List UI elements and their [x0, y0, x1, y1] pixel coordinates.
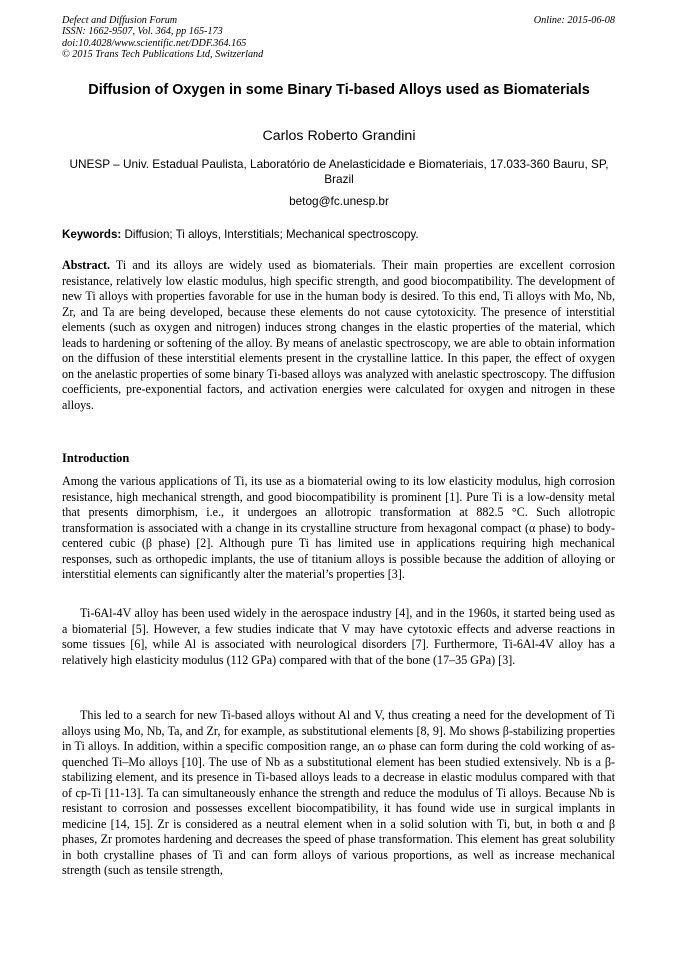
- keywords-label: Keywords:: [62, 228, 122, 241]
- abstract-label: Abstract.: [62, 258, 111, 272]
- section-heading-introduction: Introduction: [62, 451, 130, 465]
- abstract: [62, 258, 615, 413]
- author-name: Carlos Roberto Grandini: [262, 128, 416, 144]
- journal-name: Defect and Diffusion Forum: [62, 15, 178, 26]
- abstract-text: Ti and its alloys are widely used as biomaterials. Their main properties are excellent corrosion resistance, relatively low elastic modulus, high specific strength, and good biocompatibility. The development of new Ti alloys with properties favorable for use in the human body is desired. To this end, Ti alloys with Mo, Nb, Zr, and Ta are being developed, because these elements do not cause cytotoxicity. The presence of interstitial elements (such as oxygen and nitrogen) induces strong changes in the elastic properties of the material, which leads to hardening or softening of the alloy. By means of anelastic spectroscopy, we are able to obtain information on the diffusion of these interstitial elements present in the crystalline lattice. In this paper, the effect of oxygen on the anelastic properties of some binary Ti-based alloys was analyzed with anelastic spectroscopy. The diffusion coefficients, pre-exponential factors, and activation energies were calculated for oxygen and nitrogen in these alloys.: [62, 258, 615, 412]
- copyright-line: © 2015 Trans Tech Publications Ltd, Switzerland: [62, 49, 264, 61]
- author-email: betog@fc.unesp.br: [289, 194, 389, 208]
- intro-paragraph-3: This led to a search for new Ti-based alloys without Al and V, thus creating a need for the development of Ti alloys using Mo, Nb, Ta, and Zr, for example, as substitutional elements [8, 9]. Mo shows β-stabilizing properties in Ti alloys. In addition, within a specific composition range, an ω phase can form during the cold working of as-quenched Ti–Mo alloys [10]. The use of Nb as a substitutional element has been studied extensively. Nb is a β-stabilizing element, and its presence in Ti-based alloys leads to a decrease in elastic modulus compared with that of cp-Ti [11-13]. Ta can simultaneously enhance the strength and reduce the modulus of Ti alloys. Because Nb is resistant to corrosion and possesses excellent biocompatibility, it has found wide use in surgical implants in medicine [14, 15]. Zr is considered as a neutral element when in a solid solution with Ti, but, in both α and β phases, Zr promotes hardening and decreases the speed of phase transformation. This element has great solubility in both crystalline phases of Ti and can form alloys of various proportions, as well as increase mechanical strength (such as tensile strength,: [62, 708, 615, 878]
- doi-line: doi:10.4028/www.scientific.net/DDF.364.165: [62, 37, 247, 49]
- keywords-text: Diffusion; Ti alloys, Interstitials; Mechanical spectroscopy.: [121, 228, 419, 241]
- online-date: Online: 2015-06-08: [533, 15, 615, 26]
- issn-line: ISSN: 1662-9507, Vol. 364, pp 165-173: [62, 26, 223, 38]
- author-affiliation: UNESP – Univ. Estadual Paulista, Laboratório de Anelasticidade e Biomateriais, 17.033-360 Bauru, SP, Brazil: [69, 157, 609, 186]
- running-header-right: [534, 15, 615, 26]
- running-header-left: [62, 15, 263, 61]
- intro-paragraph-2: Ti-6Al-4V alloy has been used widely in the aerospace industry [4], and in the 1960s, it started being used as a biomaterial [5]. However, a few studies indicate that V may have cytotoxic effects and adverse reactions in some tissues [6], while Al is associated with neurological disorders [7]. Furthermore, Ti-6Al-4V alloy has a relatively high elasticity modulus (112 GPa) compared with that of the bone (17–35 GPa) [3].: [62, 606, 615, 667]
- intro-paragraph-1: Among the various applications of Ti, its use as a biomaterial owing to its low elasticity modulus, high corrosion resistance, high mechanical strength, and good biocompatibility is prominent [1]. Pure Ti is a low-density metal that presents dimorphism, i.e., it undergoes an allotropic transformation at 882.5 °C. Such allotropic transformation is associated with a change in its crystalline structure from hexagonal compact (α phase) to body-centered cubic (β phase) [2]. Although pure Ti has limited use in applications requiring high mechanical responses, such as orthopedic implants, the use of titanium alloys is possible because the addition of alloying or interstitial elements can significantly alter the material’s properties [3].: [62, 474, 615, 582]
- keywords: [62, 228, 616, 242]
- paper-title: Diffusion of Oxygen in some Binary Ti-based Alloys used as Biomaterials: [88, 82, 590, 98]
